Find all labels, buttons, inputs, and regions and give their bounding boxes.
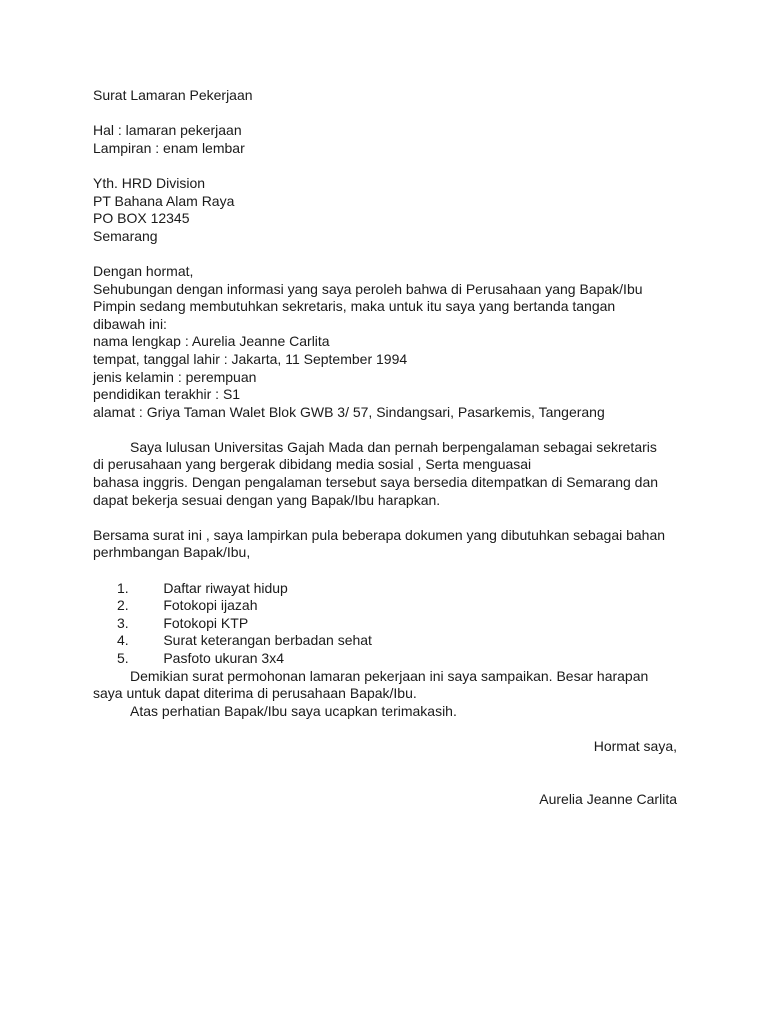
intro-line: dibawah ini: [93,315,167,332]
paragraph-line: bahasa inggris. Dengan pengalaman tersebut saya bersedia ditempatkan di Semarang dan [93,474,659,491]
paragraph-line: Demikian surat permohonan lamaran pekerjaan ini saya sampaikan. Besar harapan [130,667,649,684]
list-item [117,615,677,649]
identity-education: pendidikan terakhir : S1 [93,386,241,403]
list-item [117,580,677,614]
identity-birth: tempat, tanggal lahir : Jakarta, 11 September 1994 [93,350,408,367]
list-number: 3. [117,614,129,631]
list-number: 2. [117,597,129,614]
paragraph-line: Saya lulusan Universitas Gajah Mada dan pernah berpengalaman sebagai sekretaris [130,438,657,455]
spacer [93,157,677,175]
letter-title: Surat Lamaran Pekerjaan [93,87,253,103]
list-number: 1. [117,579,129,596]
recipient-line: PO BOX 12345 [93,210,190,227]
signature-name: Aurelia Jeanne Carlita [539,790,677,807]
subject-line: Hal : lamaran pekerjaan [93,122,242,139]
identity-block [93,333,677,421]
spacer [93,245,677,263]
list-item [117,632,677,666]
regards: Hormat saya, [593,737,677,754]
paragraph-line: Bersama surat ini , saya lampirkan pula beberapa dokumen yang dibutuhkan sebagai bahan [93,526,666,543]
intro-line: Pimpin sedang membutuhkan sekretaris, maka untuk itu saya yang bertanda tangan [93,298,616,315]
list-item [117,597,677,631]
paragraph-line: Atas perhatian Bapak/Ibu saya ucapkan terimakasih. [130,702,457,719]
paragraph-line: perhmbangan Bapak/Ibu, [93,544,251,561]
intro-line: Sehubungan dengan informasi yang saya peroleh bahwa di Perusahaan yang Bapak/Ibu [93,280,643,297]
recipient-line: Semarang [93,227,158,244]
identity-address: alamat : Griya Taman Walet Blok GWB 3/ 57, Sindangsari, Pasarkemis, Tangerang [93,403,605,420]
closing-paragraph [93,668,677,721]
identity-name: nama lengkap : Aurelia Jeanne Carlita [93,333,330,350]
greeting: Dengan hormat, [93,262,194,279]
attachment-list [93,562,677,666]
list-item [117,562,677,596]
list-text: Daftar riwayat hidup [163,579,288,596]
recipient-line: PT Bahana Alam Raya [93,192,235,209]
paragraph-line: di perusahaan yang bergerak dibidang media sosial , Serta menguasai [93,456,532,473]
list-number: 5. [117,650,129,666]
list-text: Fotokopi KTP [163,614,249,631]
attachment-paragraph [93,527,677,562]
signature-space [93,756,677,791]
spacer [93,509,677,527]
experience-paragraph [93,439,677,509]
list-text: Pasfoto ukuran 3x4 [163,650,284,666]
list-text: Fotokopi ijazah [163,597,258,614]
list-number: 4. [117,632,129,649]
recipient-block [93,175,677,245]
recipient-line: Yth. HRD Division [93,174,206,191]
spacer [93,105,677,123]
list-text: Surat keterangan berbadan sehat [163,632,372,649]
letter-page [93,87,677,808]
paragraph-line: dapat bekerja sesuai dengan yang Bapak/Ibu harapkan. [93,491,441,508]
identity-gender: jenis kelamin : perempuan [93,368,257,385]
intro-paragraph [93,281,677,334]
paragraph-line: saya untuk dapat diterima di perusahaan Bapak/Ibu. [93,685,417,702]
attachment-count-line: Lampiran : enam lembar [93,139,245,156]
spacer [93,421,677,439]
spacer [93,720,677,738]
